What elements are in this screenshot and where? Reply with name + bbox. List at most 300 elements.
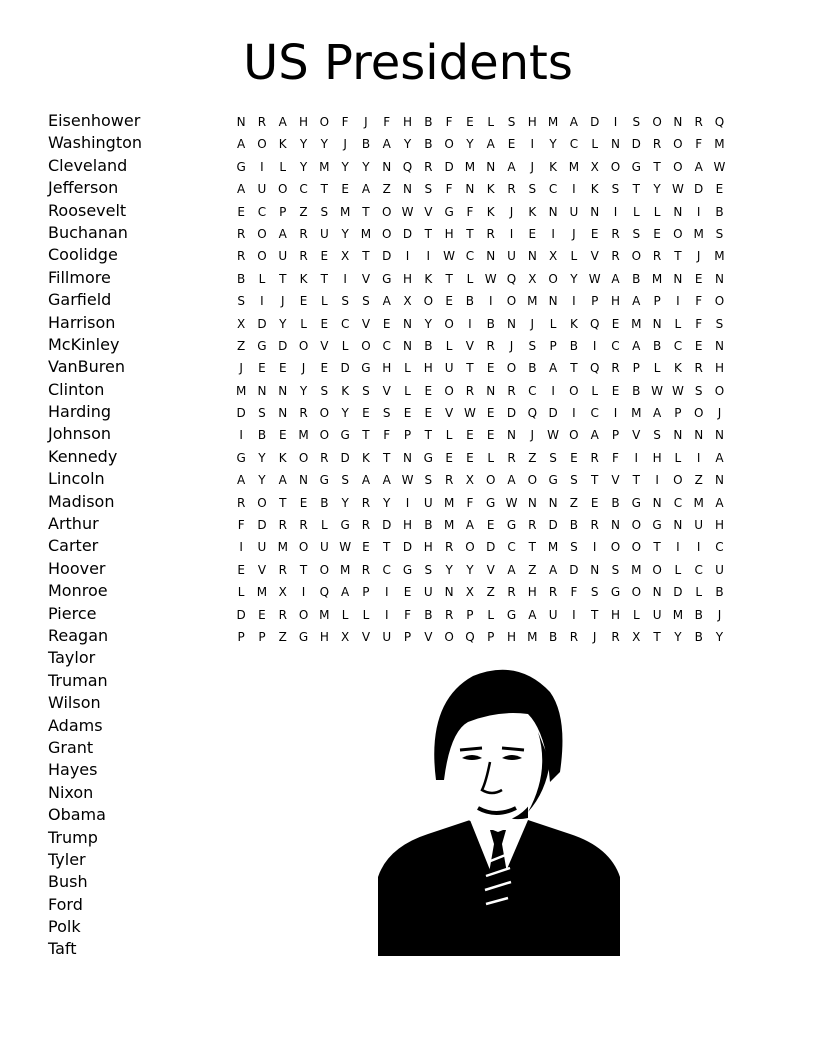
grid-letter: V <box>590 249 600 264</box>
grid-letter: O <box>673 226 684 241</box>
grid-letter: N <box>611 518 621 533</box>
grid-letter: Z <box>486 585 496 600</box>
grid-letter: S <box>528 182 537 197</box>
grid-letter: E <box>299 495 308 510</box>
grid-letter: O <box>548 271 559 286</box>
grid-letter: H <box>714 361 725 376</box>
grid-letter: L <box>653 361 661 376</box>
grid-letter: N <box>465 182 475 197</box>
grid-letter: F <box>612 450 620 465</box>
grid-letter: C <box>340 316 350 331</box>
word-item: Pierce <box>48 603 97 623</box>
grid-row <box>231 604 730 626</box>
grid-letter: R <box>444 607 454 622</box>
grid-letter: L <box>695 585 703 600</box>
grid-letter: L <box>320 518 329 533</box>
grid-letter: C <box>673 338 683 353</box>
grid-letter: U <box>382 629 392 644</box>
grid-letter: S <box>715 226 724 241</box>
grid-letter: N <box>590 562 600 577</box>
grid-letter: R <box>486 226 496 241</box>
grid-letter: L <box>487 607 495 622</box>
grid-letter: A <box>382 294 392 309</box>
grid-letter: F <box>466 204 474 219</box>
grid-letter: J <box>301 361 306 376</box>
grid-letter: A <box>465 518 475 533</box>
grid-letter: M <box>631 316 642 331</box>
grid-letter: O <box>444 629 455 644</box>
grid-letter: E <box>528 226 537 241</box>
grid-letter: I <box>405 249 410 264</box>
grid-letter: R <box>236 249 246 264</box>
grid-letter: I <box>696 450 701 465</box>
grid-letter: X <box>403 294 413 309</box>
grid-letter: T <box>279 271 287 286</box>
grid-letter: C <box>528 383 537 398</box>
grid-letter: F <box>383 115 391 129</box>
grid-letter: B <box>715 204 725 219</box>
word-item: McKinley <box>48 334 120 354</box>
grid-letter: Q <box>589 316 600 331</box>
grid-letter: U <box>548 607 558 622</box>
grid-letter: R <box>611 629 621 644</box>
grid-letter: N <box>714 428 725 443</box>
grid-letter: L <box>466 271 474 286</box>
grid-letter: O <box>610 159 621 174</box>
grid-letter: I <box>676 294 681 309</box>
grid-letter: E <box>362 406 371 421</box>
grid-letter: O <box>257 249 268 264</box>
grid-letter: E <box>445 450 454 465</box>
grid-letter: O <box>319 562 330 577</box>
grid-letter: H <box>527 115 538 129</box>
grid-letter: H <box>714 518 725 533</box>
grid-letter: I <box>613 406 618 421</box>
grid-letter: N <box>278 383 288 398</box>
word-item: Bush <box>48 872 88 892</box>
grid-letter: E <box>611 316 620 331</box>
word-item: Obama <box>48 805 106 825</box>
grid-letter: N <box>236 115 247 129</box>
grid-letter: S <box>549 450 558 465</box>
grid-letter: E <box>299 294 308 309</box>
grid-letter: R <box>507 585 517 600</box>
grid-letter: G <box>610 585 621 600</box>
grid-letter: D <box>569 562 580 577</box>
grid-letter: Q <box>527 406 538 421</box>
grid-letter: S <box>653 428 662 443</box>
grid-letter: L <box>237 585 245 600</box>
grid-letter: G <box>631 495 642 510</box>
grid-letter: B <box>632 383 641 398</box>
grid-letter: Q <box>506 271 517 286</box>
grid-letter: Y <box>341 226 350 241</box>
grid-letter: W <box>505 495 518 510</box>
grid-letter: P <box>549 338 558 353</box>
grid-letter: O <box>465 540 476 555</box>
grid-letter: I <box>239 428 244 443</box>
grid-letter: K <box>361 450 371 465</box>
grid-letter: T <box>424 226 433 241</box>
grid-letter: J <box>239 361 244 376</box>
grid-letter: N <box>673 115 683 129</box>
grid-letter: J <box>364 115 369 129</box>
grid-letter: Y <box>403 137 412 152</box>
grid-letter: U <box>569 204 579 219</box>
grid-letter: D <box>236 406 247 421</box>
grid-letter: M <box>547 115 559 129</box>
grid-letter: M <box>443 518 455 533</box>
grid-letter: C <box>507 540 517 555</box>
grid-letter: O <box>631 540 642 555</box>
grid-letter: R <box>652 249 662 264</box>
grid-letter: T <box>279 495 287 510</box>
grid-letter: L <box>258 271 266 286</box>
grid-letter: C <box>382 338 392 353</box>
grid-letter: Y <box>383 495 391 510</box>
grid-letter: A <box>237 137 246 152</box>
grid-row <box>231 133 730 155</box>
grid-letter: K <box>673 361 683 376</box>
grid-letter: U <box>694 518 704 533</box>
grid-letter: D <box>694 182 704 197</box>
grid-letter: B <box>424 137 433 152</box>
grid-letter: S <box>320 383 329 398</box>
grid-letter: I <box>301 585 306 600</box>
grid-letter: Z <box>694 473 704 488</box>
grid-letter: D <box>548 518 559 533</box>
grid-letter: P <box>653 294 662 309</box>
grid-letter: H <box>444 226 455 241</box>
grid-row <box>231 424 730 446</box>
grid-letter: D <box>278 338 288 353</box>
grid-letter: A <box>694 159 704 174</box>
grid-letter: M <box>693 226 705 241</box>
grid-letter: N <box>714 338 725 353</box>
grid-letter: F <box>445 182 454 197</box>
grid-letter: E <box>424 383 433 398</box>
grid-letter: E <box>486 361 495 376</box>
grid-letter: L <box>341 338 349 353</box>
grid-letter: R <box>278 518 288 533</box>
grid-letter: I <box>572 406 577 421</box>
grid-letter: E <box>258 607 267 622</box>
grid-letter: E <box>486 428 495 443</box>
grid-letter: E <box>320 316 329 331</box>
grid-letter: P <box>466 607 475 622</box>
grid-letter: O <box>319 428 330 443</box>
grid-letter: C <box>694 562 704 577</box>
grid-letter: E <box>715 182 724 197</box>
grid-letter: I <box>655 473 660 488</box>
grid-letter: G <box>340 518 351 533</box>
grid-letter: V <box>382 383 392 398</box>
grid-letter: B <box>320 495 329 510</box>
grid-letter: I <box>696 204 701 219</box>
grid-letter: L <box>300 316 308 331</box>
grid-letter: B <box>424 607 433 622</box>
grid-letter: N <box>590 204 600 219</box>
grid-letter: I <box>384 585 389 600</box>
grid-letter: M <box>568 159 580 174</box>
word-item: Nixon <box>48 782 94 802</box>
grid-letter: D <box>236 607 247 622</box>
grid-row <box>231 626 730 648</box>
grid-letter: A <box>507 473 517 488</box>
grid-row <box>231 380 730 402</box>
grid-letter: B <box>237 271 246 286</box>
grid-letter: D <box>590 115 600 129</box>
grid-letter: N <box>652 495 663 510</box>
grid-letter: Y <box>424 316 433 331</box>
grid-letter: C <box>548 182 558 197</box>
grid-letter: D <box>382 249 392 264</box>
grid-letter: N <box>278 406 288 421</box>
grid-letter: S <box>611 562 620 577</box>
grid-letter: L <box>279 159 287 174</box>
grid-letter: N <box>652 316 663 331</box>
grid-letter: E <box>424 406 433 421</box>
grid-letter: U <box>423 585 434 600</box>
grid-letter: S <box>341 294 350 309</box>
grid-letter: T <box>466 226 475 241</box>
grid-letter: O <box>444 316 455 331</box>
grid-letter: V <box>632 428 641 443</box>
grid-letter: S <box>341 473 350 488</box>
grid-letter: P <box>487 629 495 644</box>
grid-letter: O <box>319 406 330 421</box>
grid-letter: O <box>693 406 704 421</box>
grid-letter: X <box>465 473 475 488</box>
grid-letter: S <box>632 115 641 129</box>
grid-letter: M <box>277 540 289 555</box>
grid-letter: D <box>402 540 413 555</box>
word-item: Lincoln <box>48 469 105 489</box>
grid-letter: B <box>548 629 558 644</box>
grid-letter: C <box>673 495 683 510</box>
grid-letter: I <box>260 159 265 174</box>
grid-letter: H <box>299 115 309 129</box>
grid-letter: D <box>382 518 392 533</box>
grid-letter: S <box>258 406 267 421</box>
grid-letter: G <box>382 271 392 286</box>
grid-letter: Z <box>569 495 579 510</box>
grid-letter: P <box>632 361 641 376</box>
grid-letter: D <box>340 361 351 376</box>
grid-letter: W <box>401 473 414 488</box>
grid-letter: M <box>527 629 538 644</box>
grid-letter: P <box>403 629 412 644</box>
grid-letter: W <box>463 406 477 421</box>
grid-letter: L <box>674 562 682 577</box>
grid-letter: R <box>507 450 517 465</box>
grid-letter: N <box>694 428 704 443</box>
word-item: Eisenhower <box>48 111 141 130</box>
grid-letter: K <box>341 383 350 398</box>
grid-letter: O <box>278 182 288 197</box>
word-item: Clinton <box>48 379 105 399</box>
grid-letter: B <box>715 585 725 600</box>
grid-letter: U <box>319 540 330 555</box>
grid-letter: M <box>319 607 331 622</box>
grid-letter: J <box>343 137 348 152</box>
grid-letter: G <box>506 518 517 533</box>
grid-letter: R <box>611 361 621 376</box>
grid-letter: I <box>696 540 701 555</box>
grid-letter: I <box>260 294 265 309</box>
grid-letter: J <box>280 294 286 309</box>
grid-letter: M <box>256 585 268 600</box>
grid-letter: L <box>445 428 453 443</box>
grid-letter: H <box>423 361 434 376</box>
grid-letter: X <box>237 316 246 331</box>
grid-letter: N <box>403 338 413 353</box>
grid-letter: N <box>714 473 725 488</box>
grid-letter: O <box>714 383 725 398</box>
grid-letter: O <box>423 294 434 309</box>
grid-letter: N <box>527 495 538 510</box>
grid-letter: A <box>715 495 725 510</box>
grid-letter: J <box>592 629 597 644</box>
grid-letter: R <box>299 406 309 421</box>
grid-letter: T <box>362 428 371 443</box>
word-item: VanBuren <box>48 357 125 377</box>
grid-letter: A <box>715 450 725 465</box>
grid-letter: Y <box>341 159 350 174</box>
grid-letter: D <box>340 450 351 465</box>
grid-letter: Q <box>589 361 600 376</box>
grid-letter: R <box>486 338 496 353</box>
grid-letter: F <box>695 137 703 152</box>
grid-letter: T <box>299 562 308 577</box>
grid-letter: N <box>714 271 725 286</box>
grid-letter: H <box>506 629 517 644</box>
grid-letter: E <box>403 406 412 421</box>
grid-letter: A <box>237 182 246 197</box>
grid-letter: H <box>423 540 434 555</box>
grid-letter: R <box>299 226 309 241</box>
grid-letter: O <box>714 294 725 309</box>
grid-letter: N <box>673 428 683 443</box>
word-item: Tyler <box>48 849 86 869</box>
grid-letter: H <box>527 585 538 600</box>
grid-letter: C <box>715 540 725 555</box>
president-portrait <box>378 662 620 956</box>
grid-letter: S <box>382 406 392 421</box>
grid-letter: G <box>236 159 247 174</box>
grid-letter: E <box>382 316 392 331</box>
grid-letter: E <box>278 428 288 443</box>
grid-row <box>231 536 730 558</box>
grid-letter: I <box>572 607 577 622</box>
grid-letter: O <box>298 450 309 465</box>
grid-letter: B <box>694 629 704 644</box>
grid-letter: A <box>652 406 662 421</box>
grid-letter: T <box>362 204 371 219</box>
grid-letter: E <box>320 249 329 264</box>
grid-letter: K <box>278 137 288 152</box>
grid-letter: E <box>486 518 495 533</box>
grid-letter: A <box>486 137 496 152</box>
grid-letter: Z <box>278 629 288 644</box>
grid-letter: N <box>673 271 683 286</box>
grid-letter: Y <box>320 137 329 152</box>
grid-letter: S <box>237 294 246 309</box>
grid-letter: A <box>341 585 350 600</box>
grid-letter: N <box>548 204 559 219</box>
grid-row <box>231 402 730 424</box>
grid-letter: N <box>652 585 663 600</box>
grid-letter: R <box>465 383 475 398</box>
grid-letter: A <box>507 159 517 174</box>
grid-letter: M <box>298 428 310 443</box>
grid-letter: I <box>384 607 389 622</box>
grid-letter: N <box>527 249 538 264</box>
grid-letter: M <box>631 406 642 421</box>
grid-letter: J <box>509 338 514 353</box>
grid-letter: Q <box>402 159 413 174</box>
grid-letter: Y <box>299 383 308 398</box>
grid-letter: X <box>548 249 558 264</box>
grid-letter: R <box>278 562 288 577</box>
grid-letter: N <box>486 159 496 174</box>
grid-row <box>231 111 730 133</box>
grid-letter: Q <box>714 115 725 129</box>
grid-letter: T <box>320 182 329 197</box>
grid-letter: X <box>465 585 475 600</box>
grid-letter: T <box>653 540 662 555</box>
grid-letter: E <box>237 562 246 577</box>
grid-letter: U <box>652 607 662 622</box>
grid-letter: M <box>443 495 455 510</box>
grid-letter: R <box>611 249 621 264</box>
grid-letter: X <box>632 629 641 644</box>
grid-letter: A <box>590 428 600 443</box>
grid-letter: K <box>424 271 433 286</box>
grid-letter: L <box>591 137 599 152</box>
grid-letter: Y <box>258 473 267 488</box>
grid-letter: A <box>278 226 288 241</box>
grid-row <box>231 178 730 200</box>
grid-letter: L <box>549 316 557 331</box>
grid-letter: Z <box>382 182 392 197</box>
grid-letter: O <box>652 562 663 577</box>
grid-letter: L <box>487 450 495 465</box>
grid-letter: Y <box>341 406 350 421</box>
word-item: Buchanan <box>48 222 128 242</box>
grid-letter: S <box>320 204 329 219</box>
grid-letter: R <box>361 495 371 510</box>
grid-letter: U <box>507 249 517 264</box>
grid-letter: O <box>652 115 663 129</box>
grid-letter: A <box>382 137 392 152</box>
grid-letter: U <box>423 495 434 510</box>
grid-letter: O <box>569 383 580 398</box>
grid-letter: S <box>611 182 620 197</box>
grid-row <box>231 514 730 536</box>
grid-letter: T <box>424 428 433 443</box>
grid-letter: F <box>404 607 412 622</box>
grid-letter: Y <box>258 450 267 465</box>
grid-letter: F <box>383 428 391 443</box>
grid-letter: M <box>714 249 726 264</box>
grid-letter: N <box>486 249 496 264</box>
grid-letter: O <box>382 204 392 219</box>
grid-letter: S <box>424 182 433 197</box>
grid-letter: R <box>299 249 309 264</box>
grid-letter: O <box>506 361 517 376</box>
grid-letter: E <box>486 406 495 421</box>
